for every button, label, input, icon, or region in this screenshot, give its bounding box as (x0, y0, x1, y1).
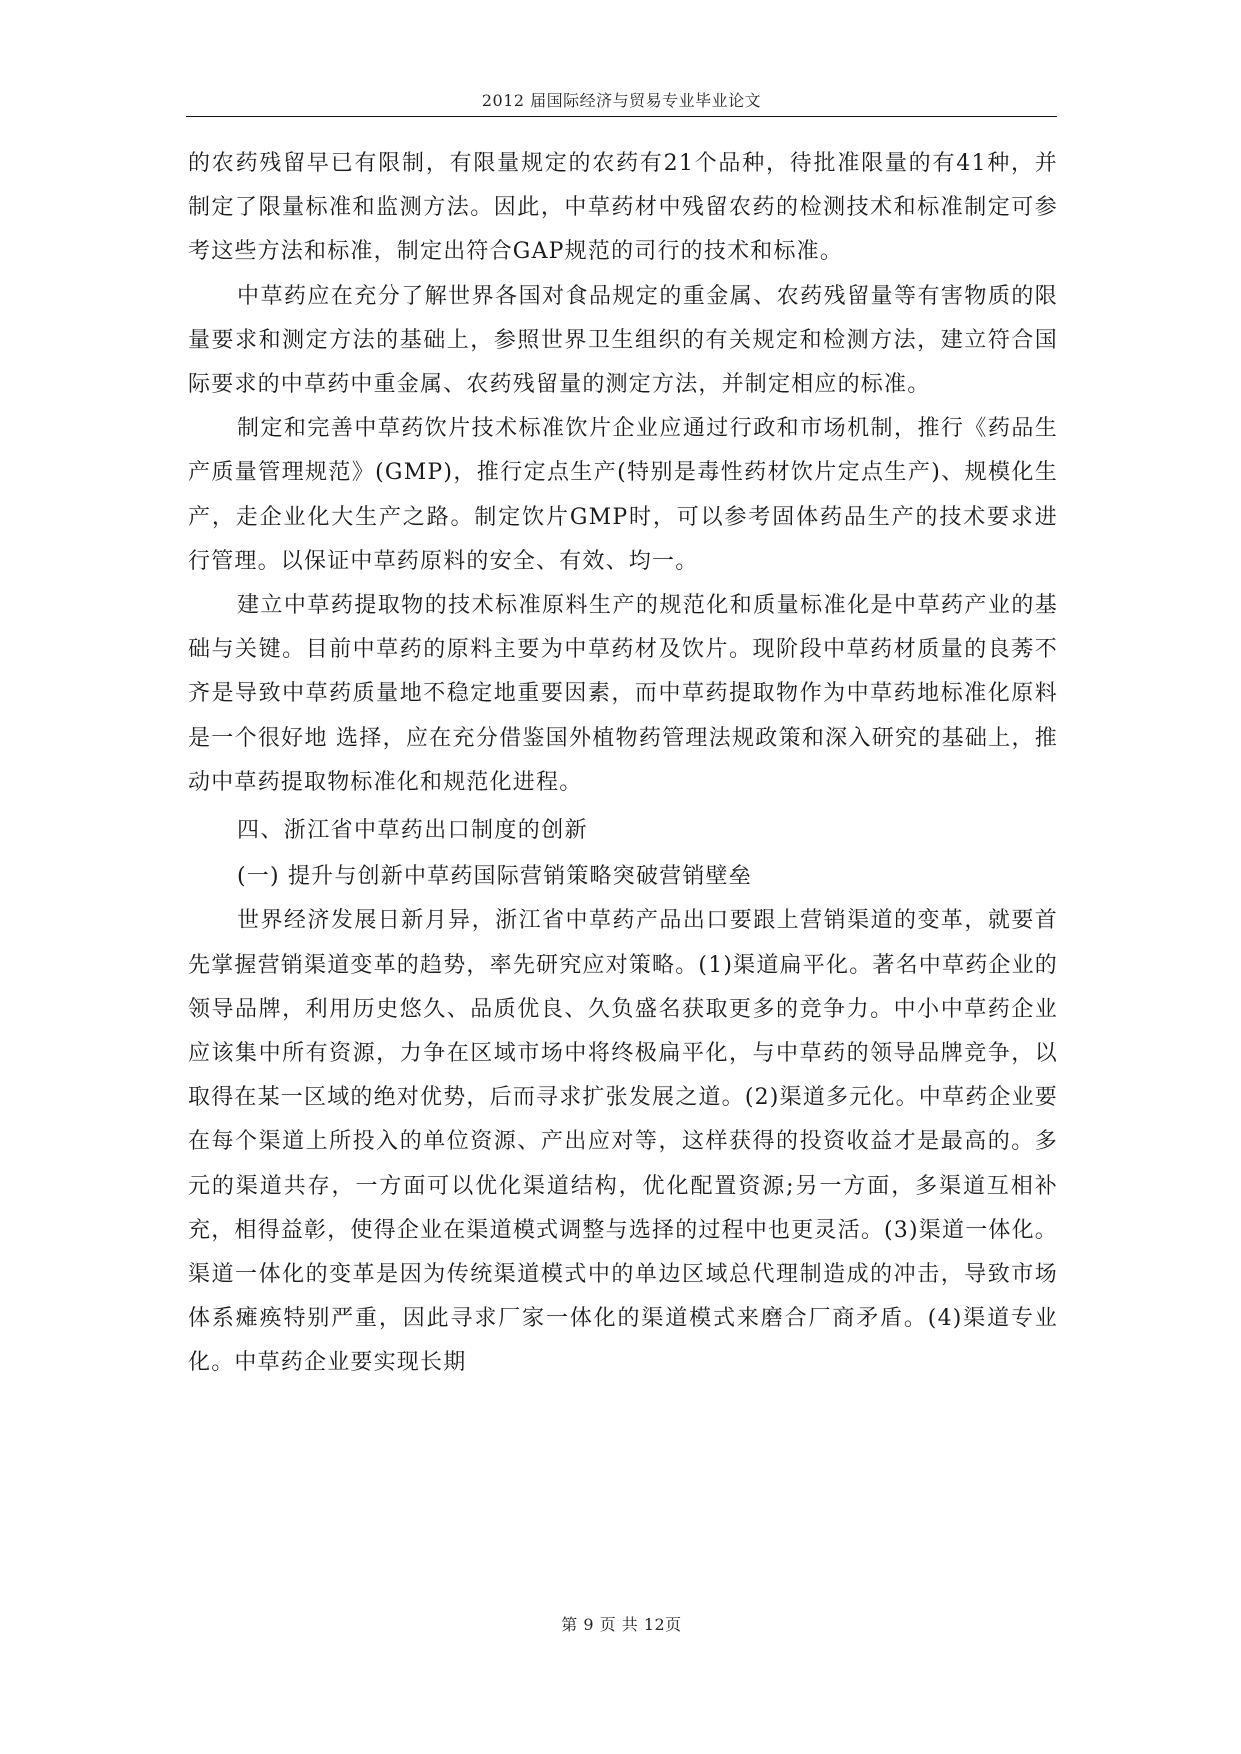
page-header: 2012 届国际经济与贸易专业毕业论文 (481, 91, 762, 110)
page-footer: 第 9 页 共 12页 (561, 1615, 682, 1634)
document-body (188, 142, 1058, 1386)
body-paragraph: 的农药残留早已有限制，有限量规定的农药有21个品种，待批准限量的有41种，并制定了限量标准和监测方法。因此，中草药材中残留农药的检测技术和标准制定可参考这些方法和标准，制定出符合GAP规范的司行的技术和标准。 (188, 151, 1058, 265)
subsection-heading: (一) 提升与创新中草药国际营销策略突破营销壁垒 (237, 864, 752, 890)
header-rule (186, 116, 1057, 117)
body-paragraph: 世界经济发展日新月异，浙江省中草药产品出口要跟上营销渠道的变革，就要首先掌握营销渠道变革的趋势，率先研究应对策略。(1)渠道扁平化。著名中草药企业的领导品牌，利用历史悠久、品质优良、久负盛名获取更多的竞争力。中小中草药企业应该集中所有资源，力争在区域市场中将终极扁平化，与中草药的领导品牌竞争，以取得在某一区域的绝对优势，后而寻求扩张发展之道。(2)渠道多元化。中草药企业要在每个渠道上所投入的单位资源、产出应对等，这样获得的投资收益才是最高的。多元的渠道共存，一方面可以优化渠道结构，优化配置资源;另一方面，多渠道互相补充，相得益彰，使得企业在渠道模式调整与选择的过程中也更灵活。(3)渠道一体化。渠道一体化的变革是因为传统渠道模式中的单边区域总代理制造成的冲击，导致市场体系瘫痪特别严重，因此寻求厂家一体化的渠道模式来磨合厂商矛盾。(4)渠道专业化。中草药企业要实现长期 (188, 908, 1058, 1376)
body-paragraph: 中草药应在充分了解世界各国对食品规定的重金属、农药残留量等有害物质的限量要求和测定方法的基础上，参照世界卫生组织的有关规定和检测方法，建立符合国际要求的中草药中重金属、农药残留量的测定方法，并制定相应的标准。 (188, 283, 1058, 398)
body-paragraph: 建立中草药提取物的技术标准原料生产的规范化和质量标准化是中草药产业的基础与关键。目前中草药的原料主要为中草药材及饮片。现阶段中草药材质量的良莠不齐是导致中草药质量地不稳定地重要因素，而中草药提取物作为中草药地标准化原料是一个很好地 选择，应在充分借鉴国外植物药管理法规政策和深入研究的基础上，推动中草药提取物标准化和规范化进程。 (188, 593, 1058, 795)
body-paragraph: 制定和完善中草药饮片技术标准饮片企业应通过行政和市场机制，推行《药品生产质量管理规范》(GMP)，推行定点生产(特别是毒性药材饮片定点生产)、规模化生产，走企业化大生产之路。制定饮片GMP时，可以参考固体药品生产的技术要求进行管理。以保证中草药原料的安全、有效、均一。 (188, 416, 1058, 574)
section-heading: 四、浙江省中草药出口制度的创新 (237, 818, 589, 844)
